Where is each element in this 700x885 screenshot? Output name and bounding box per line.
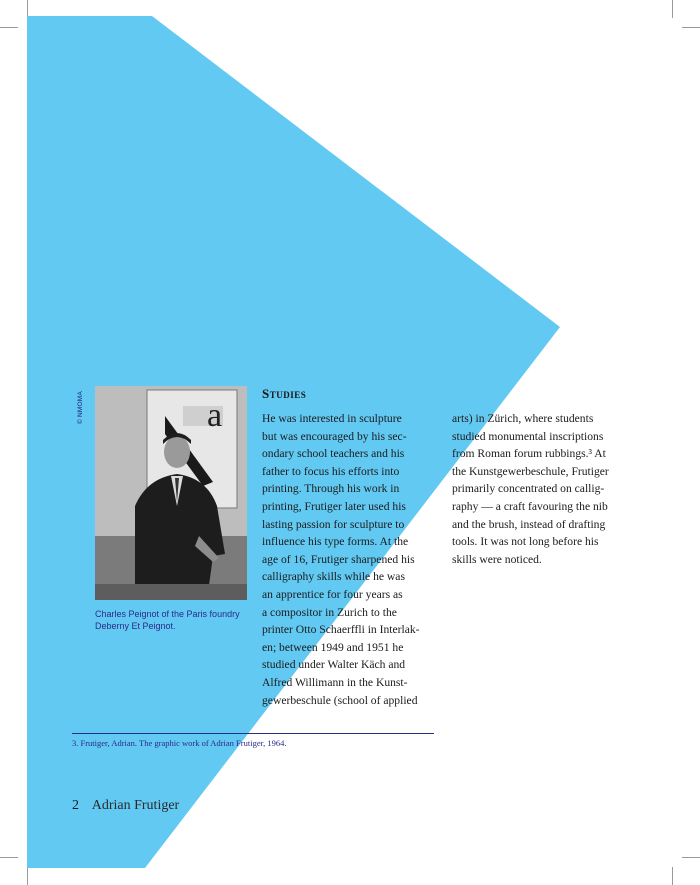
body-line: Alfred Willimann in the Kunst- [262, 675, 408, 689]
body-line: studied monumental inscriptions [452, 429, 604, 443]
body-line: He was interested in sculpture [262, 412, 402, 425]
body-column-left [262, 410, 442, 709]
body-line: arts) in Zürich, where students [452, 412, 594, 425]
body-line: en; between 1949 and 1951 he [262, 640, 404, 654]
body-line: from Roman forum rubbings.³ At [452, 447, 606, 461]
body-line: raphy — a craft favouring the nib [452, 499, 608, 513]
body-line: a compositor in Zurich to the [262, 605, 397, 619]
section-heading: Studies [262, 386, 307, 401]
body-line: father to focus his efforts into [262, 464, 400, 478]
caption-line: Deberny Et Peignot. [95, 621, 176, 631]
body-line: printer Otto Schaerffli in Interlak- [262, 623, 420, 637]
body-line: calligraphy skills while he was [262, 570, 405, 584]
body-line: but was encouraged by his sec- [262, 429, 407, 443]
body-line: the Kunstgewerbeschule, Frutiger [452, 464, 609, 478]
body-line: influence his type forms. At the [262, 535, 409, 549]
footnote-divider [72, 733, 434, 734]
body-line: and the brush, instead of drafting [452, 517, 606, 531]
body-line: ondary school teachers and his [262, 447, 405, 461]
caption-line: Charles Peignot of the Paris foundry [95, 609, 240, 619]
photo-caption [95, 608, 255, 632]
body-line: an apprentice for four years as [262, 587, 403, 601]
portrait-photo [95, 386, 247, 600]
running-title: Adrian Frutiger [91, 798, 180, 813]
page-folio [72, 798, 179, 814]
body-line: tools. It was not long before his [452, 535, 599, 549]
body-line: age of 16, Frutiger sharpened his [262, 552, 415, 566]
body-line: lasting passion for sculpture to [262, 517, 405, 531]
body-line: printing, Frutiger later used his [262, 499, 406, 513]
body-line: primarily concentrated on callig- [452, 482, 605, 496]
svg-text:a: a [207, 397, 223, 434]
portrait-illustration [95, 386, 247, 600]
body-column-right [452, 410, 632, 568]
footnote: 3. Frutiger, Adrian. The graphic work of Adrian Frutiger, 1964. [72, 738, 287, 748]
body-line: skills were noticed. [452, 552, 542, 566]
photo-credit: © NMOMA [77, 391, 84, 424]
page-number: 2 [72, 798, 79, 813]
body-line: studied under Walter Käch and [262, 658, 406, 672]
body-line: printing. Through his work in [262, 482, 400, 496]
body-line: gewerbeschule (school of applied [262, 693, 418, 707]
